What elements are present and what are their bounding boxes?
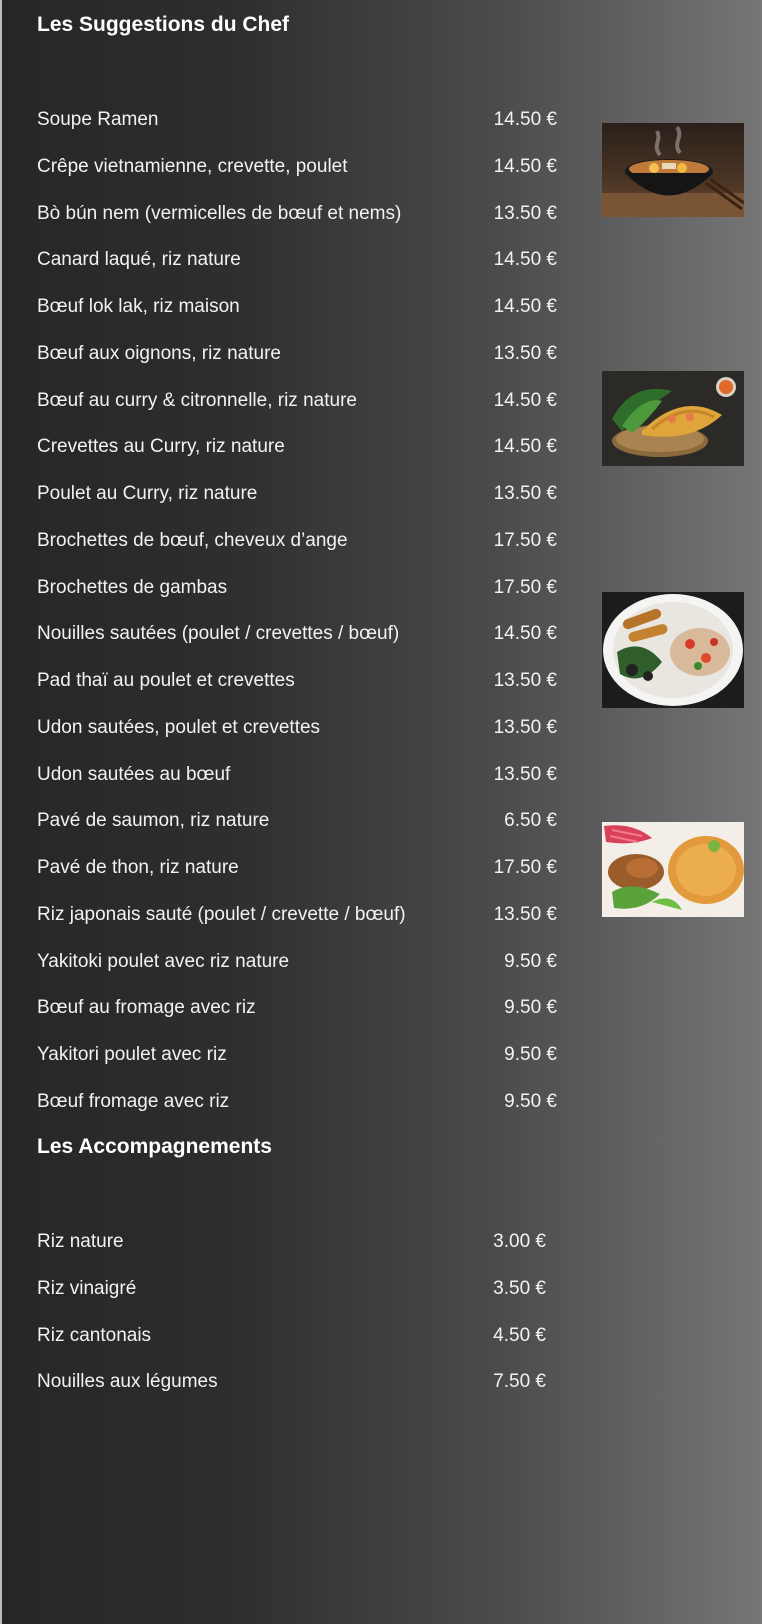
dish-price: 4.50 € bbox=[493, 1324, 546, 1346]
page-edge-left bbox=[0, 0, 2, 1624]
dish-name: Pad thaï au poulet et crevettes bbox=[37, 670, 295, 691]
dish-price: 13.50 € bbox=[493, 483, 557, 504]
dish-price: 13.50 € bbox=[493, 202, 557, 224]
dish-price: 13.50 € bbox=[493, 763, 557, 785]
dish-price: 13.50 € bbox=[493, 716, 557, 738]
dish-name: Pavé de saumon, riz nature bbox=[37, 810, 270, 832]
dish-price: 9.50 € bbox=[504, 1044, 557, 1065]
dish-name: Bœuf fromage avec riz bbox=[37, 1090, 230, 1112]
dish-price: 17.50 € bbox=[493, 857, 557, 878]
dish-name: Poulet au Curry, riz nature bbox=[37, 483, 258, 504]
dish-price: 3.50 € bbox=[493, 1277, 546, 1299]
nem-salad-photo bbox=[602, 592, 744, 708]
dish-name: Riz cantonais bbox=[37, 1324, 152, 1346]
dish-price: 14.50 € bbox=[493, 389, 557, 411]
dish-price: 7.50 € bbox=[493, 1371, 546, 1393]
dish-name: Bœuf lok lak, riz maison bbox=[37, 296, 240, 317]
dish-name: Crêpe vietnamienne, crevette, poulet bbox=[37, 155, 348, 177]
dish-price: 9.50 € bbox=[504, 950, 557, 972]
dish-price: 9.50 € bbox=[504, 1090, 557, 1112]
dish-name: Bœuf aux oignons, riz nature bbox=[37, 342, 281, 364]
ramen-photo bbox=[602, 123, 744, 217]
crepe-photo bbox=[602, 371, 744, 466]
dish-price: 6.50 € bbox=[504, 810, 557, 832]
dish-name: Soupe Ramen bbox=[37, 109, 159, 130]
dish-name: Pavé de thon, riz nature bbox=[37, 857, 239, 878]
dish-name: Bœuf au fromage avec riz bbox=[37, 997, 256, 1019]
dish-name: Udon sautées au bœuf bbox=[37, 763, 231, 785]
dish-price: 13.50 € bbox=[493, 342, 557, 364]
dish-name: Yakitoki poulet avec riz nature bbox=[37, 950, 290, 972]
dish-price: 14.50 € bbox=[493, 623, 557, 645]
dish-price: 14.50 € bbox=[493, 296, 557, 317]
dish-price: 17.50 € bbox=[493, 576, 557, 598]
dish-price: 17.50 € bbox=[493, 529, 557, 551]
dish-price: 14.50 € bbox=[493, 436, 557, 458]
dish-price: 14.50 € bbox=[493, 155, 557, 177]
chef-section-title: Les Suggestions du Chef bbox=[37, 13, 290, 36]
dish-name: Canard laqué, riz nature bbox=[37, 249, 241, 271]
dish-name: Riz vinaigré bbox=[37, 1277, 137, 1299]
dish-name: Riz japonais sauté (poulet / crevette / bœuf) bbox=[37, 903, 406, 925]
dish-name: Udon sautées, poulet et crevettes bbox=[37, 716, 321, 738]
dish-name: Brochettes de bœuf, cheveux d’ange bbox=[37, 529, 348, 551]
dish-name: Yakitori poulet avec riz bbox=[37, 1044, 227, 1065]
dish-price: 13.50 € bbox=[493, 903, 557, 925]
dish-name: Bœuf au curry & citronnelle, riz nature bbox=[37, 389, 357, 411]
dish-name: Brochettes de gambas bbox=[37, 576, 228, 598]
dish-name: Crevettes au Curry, riz nature bbox=[37, 436, 285, 458]
dish-name: Nouilles aux légumes bbox=[37, 1371, 218, 1393]
dish-price: 9.50 € bbox=[504, 997, 557, 1019]
sides-section-title: Les Accompagnements bbox=[37, 1135, 272, 1158]
dish-price: 13.50 € bbox=[493, 670, 557, 691]
dish-price: 14.50 € bbox=[493, 249, 557, 271]
dish-name: Nouilles sautées (poulet / crevettes / bœuf) bbox=[37, 623, 400, 645]
chicken-rice-photo bbox=[602, 822, 744, 917]
dish-price: 14.50 € bbox=[493, 109, 557, 130]
dish-name: Bò bún nem (vermicelles de bœuf et nems) bbox=[37, 202, 402, 224]
page-edge-right bbox=[762, 0, 768, 1624]
dish-price: 3.00 € bbox=[493, 1231, 546, 1252]
dish-name: Riz nature bbox=[37, 1231, 124, 1252]
